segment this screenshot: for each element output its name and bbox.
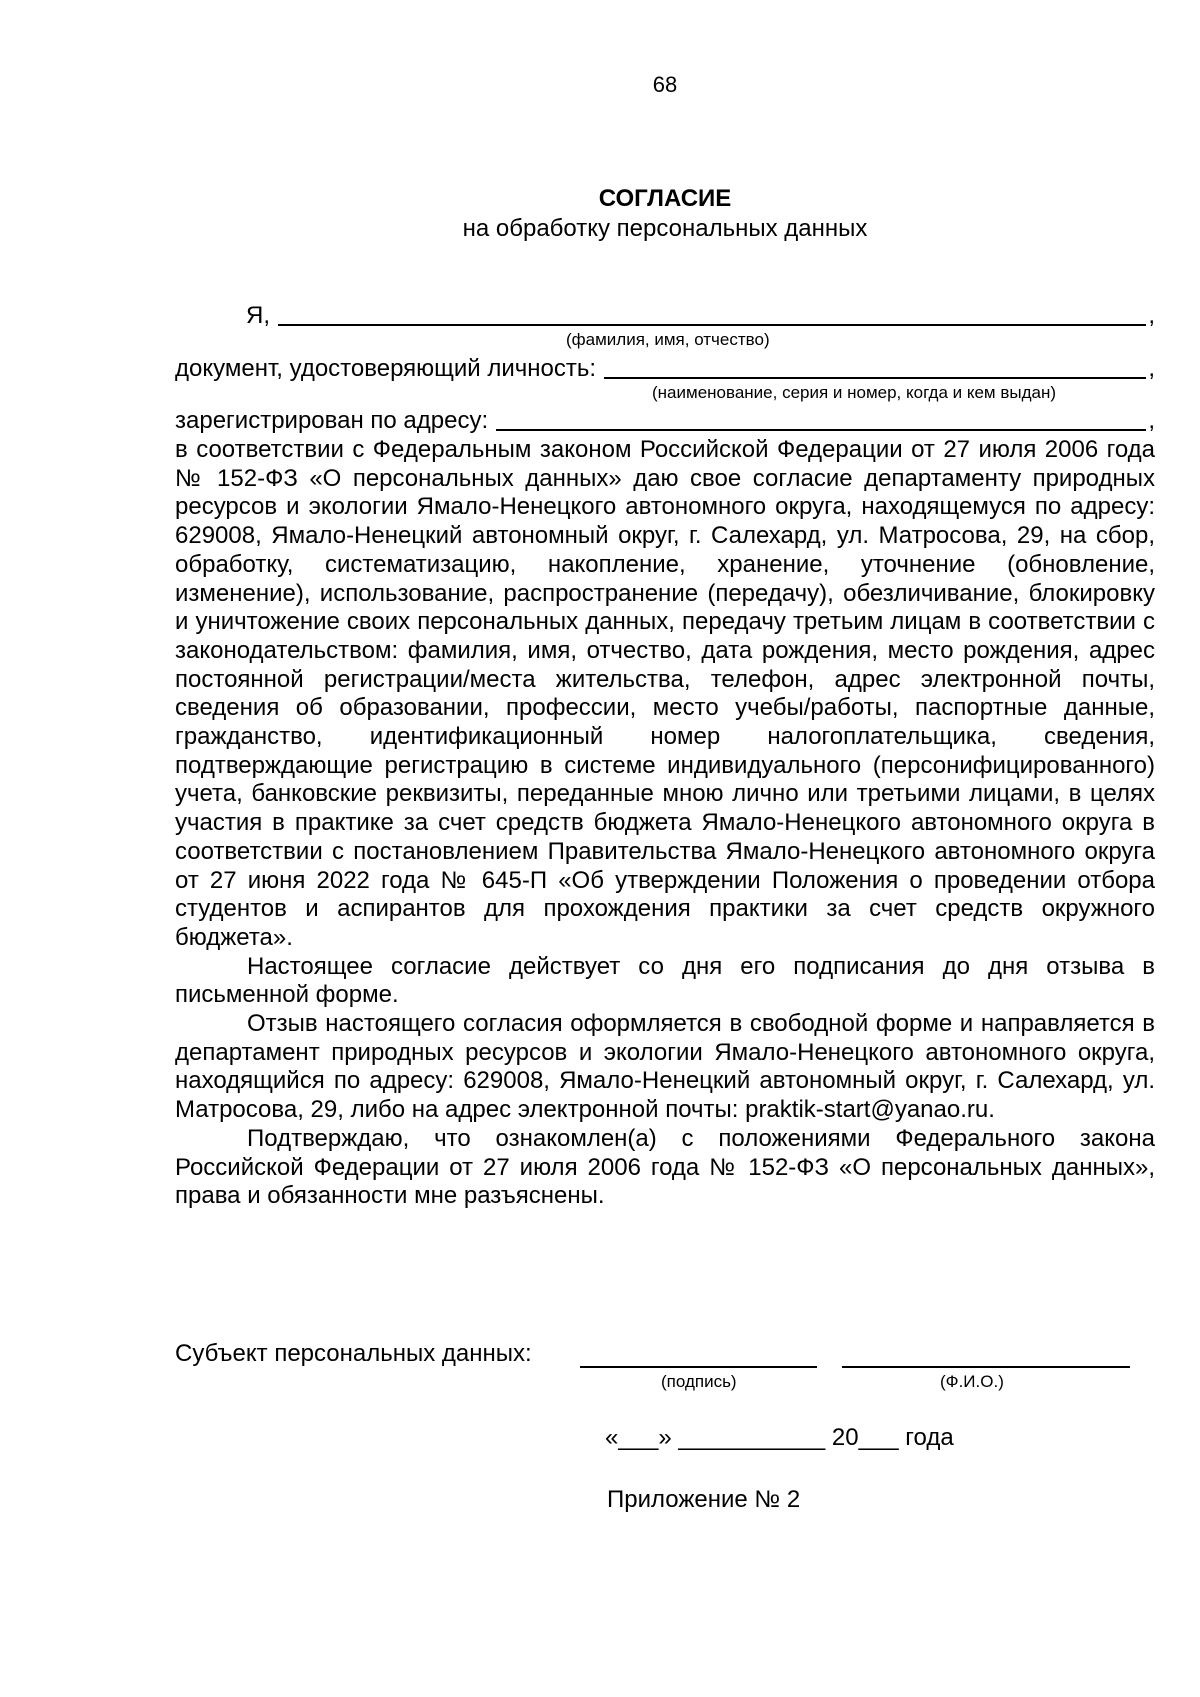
document-field-row [175, 355, 1155, 383]
document-title: СОГЛАСИЕ [598, 185, 732, 212]
address-comma: , [1148, 407, 1155, 434]
consent-paragraph-revocation: Отзыв настоящего согласия оформляется в свободной форме и направляется в департамент природных ресурсов и экологии Ямало-Ненецкого автономного округа, находящийся по адресу: 629008, Ямало-Ненецкий автономный округ, г. Салехард, ул. Матросова, 29, либо на адрес электронной почты: praktik-start@yanao.ru. [175, 1010, 1155, 1124]
appendix-label: Приложение № 2 [607, 1486, 801, 1513]
document-label: документ, удостоверяющий личность: [175, 355, 597, 382]
signature-label: Субъект персональных данных: [175, 1340, 532, 1367]
consent-paragraph-main: в соответствии с Федеральным законом Российской Федерации от 27 июля 2006 года № 152-ФЗ «О персональных данных» даю свое согласие департаменту природных ресурсов и экологии Ямало-Ненецкого автономного округа, находящемуся по адресу: 629008, Ямало-Ненецкий автономный округ, г. Салехард, ул. Матросова, 29, на сбор, обработку, систематизацию, накопление, хранение, уточнение (обновление, изменение), использование, распространение (передачу), обезличивание, блокировку и уничтожение своих персональных данных, передачу третьим лицам в соответствии с законодательством: фамилия, имя, отчество, дата рождения, место рождения, адрес постоянной регистрации/места жительства, телефон, адрес электронной почты, сведения об образовании, профессии, место учебы/работы, паспортные данные, гражданство, идентификационный номер налогоплательщика, сведения, подтверждающие регистрацию в системе индивидуального (персонифицированного) учета, банковские реквизиты, переданные мною лично или третьими лицами, в целях участия в практике за счет средств бюджета Ямало-Ненецкого автономного округа в соответствии с постановлением Правительства Ямало-Ненецкого автономного округа от 27 июня 2022 года № 645-П «Об утверждении Положения о проведении отбора студентов и аспирантов для прохождения практики за счет средств окружного бюджета». [175, 436, 1155, 951]
signature-caption: (подпись) [661, 1372, 737, 1391]
document-input-line[interactable] [604, 355, 1146, 379]
document-caption: (наименование, серия и номер, когда и кем выдан) [652, 383, 1057, 402]
fio-caption: (Ф.И.О.) [940, 1372, 1004, 1391]
name-comma: , [1148, 302, 1155, 329]
consent-paragraph-acknowledgement: Подтверждаю, что ознакомлен(а) с положениями Федерального закона Российской Федерации от 27 июля 2006 года № 152-ФЗ «О персональных данных», права и обязанности мне разъяснены. [175, 1124, 1155, 1210]
fio-input-line[interactable] [842, 1366, 1130, 1368]
address-input-line[interactable] [496, 407, 1146, 431]
consent-body [175, 436, 1155, 1211]
name-caption: (фамилия, имя, отчество) [566, 330, 770, 349]
document-subtitle: на обработку персональных данных [462, 215, 868, 242]
date-line[interactable]: «___» ___________ 20___ года [605, 1424, 954, 1451]
name-field-row [246, 302, 1155, 330]
signature-input-line[interactable] [580, 1366, 817, 1368]
address-label: зарегистрирован по адресу: [175, 407, 489, 434]
address-field-row [175, 407, 1155, 435]
name-input-line[interactable] [278, 302, 1146, 326]
consent-paragraph-validity: Настоящее согласие действует со дня его подписания до дня отзыва в письменной форме. [175, 952, 1155, 1009]
name-label: Я, [246, 302, 270, 329]
page-number: 68 [652, 72, 678, 97]
document-comma: , [1148, 355, 1155, 382]
